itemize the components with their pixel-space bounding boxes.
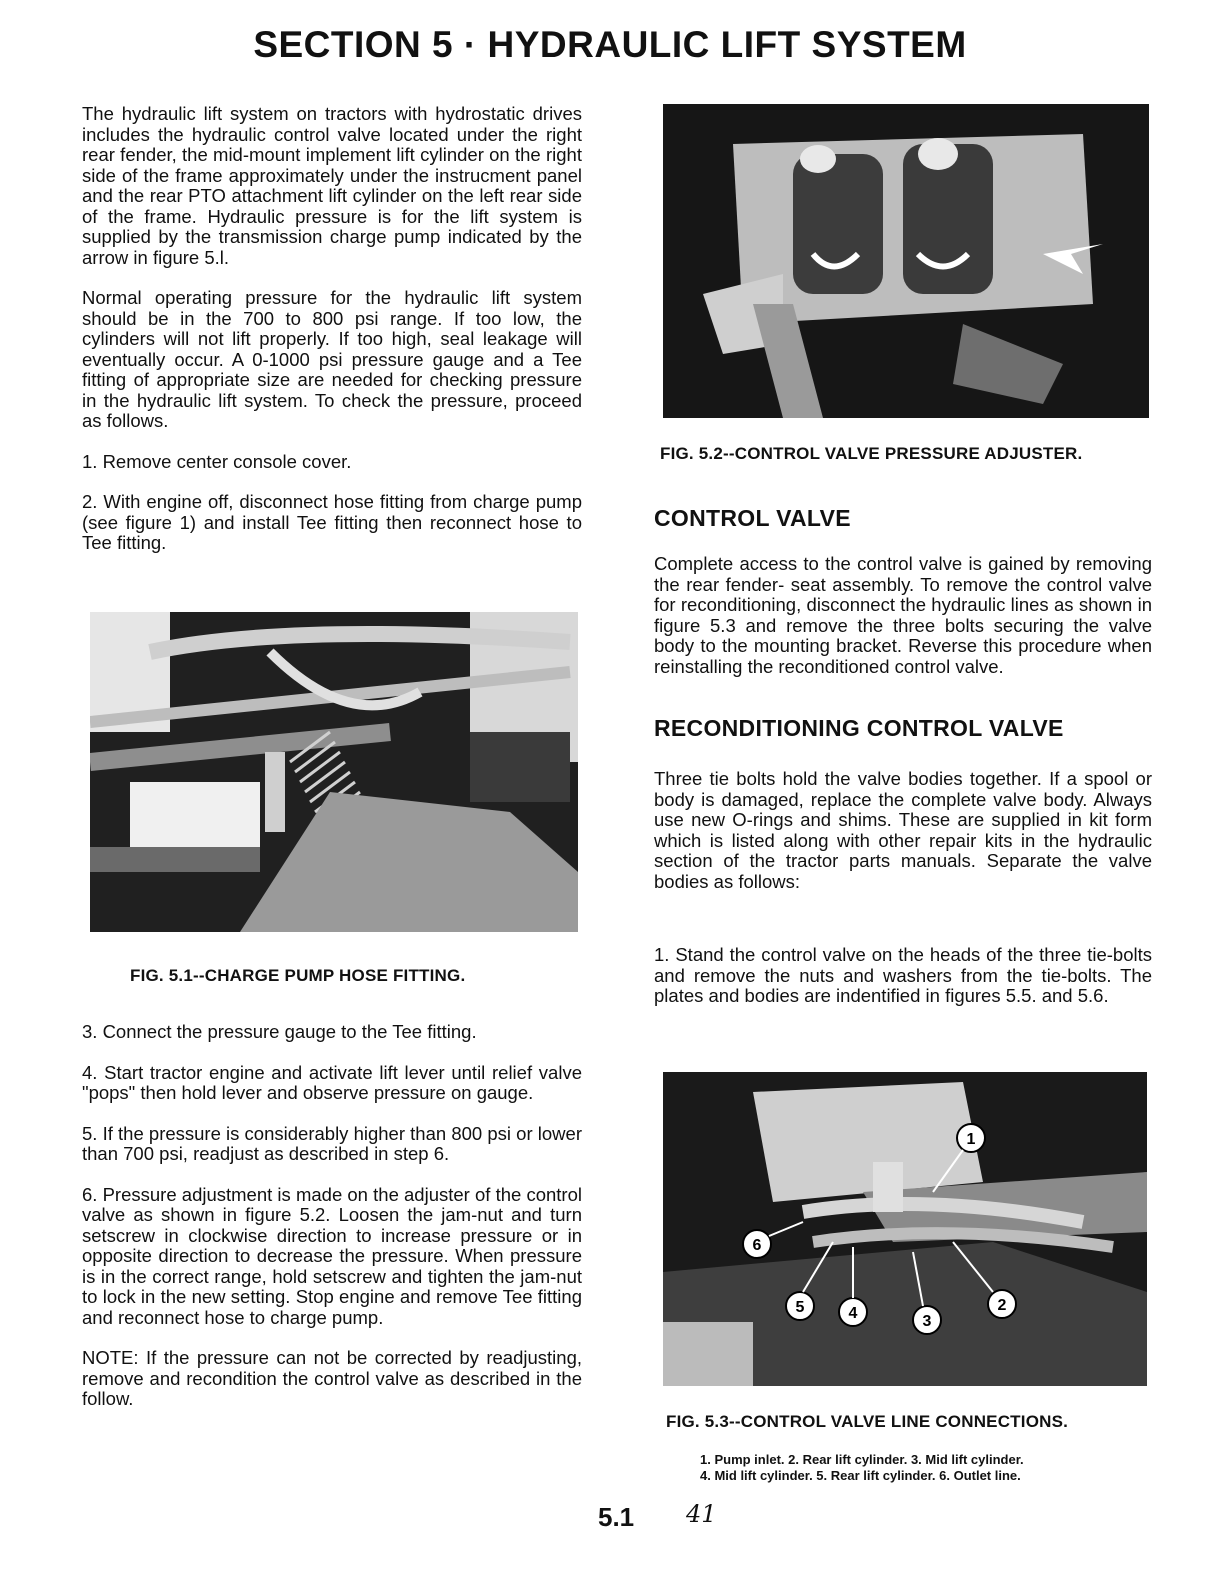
step-5: 5. If the pressure is considerably higher than 800 psi or lower than 700 psi, readjust as described in step 6. xyxy=(82,1122,582,1164)
page-title: SECTION 5 · HYDRAULIC LIFT SYSTEM xyxy=(253,24,967,65)
figure-5-3-legend xyxy=(700,1452,1150,1484)
pressure-paragraph: Normal operating pressure for the hydraulic lift system should be in the 700 to 800 psi range. If too low, the cylinders will not lift properly. If too high, seal leakage will eventually occur. A 0-1000 psi pressure gauge and a Tee fitting of appropriate size are needed for checking pressure in the hydraulic lift system. To check the pressure, proceed as follows. xyxy=(82,287,582,431)
intro-paragraph: The hydraulic lift system on tractors with hydrostatic drives includes the hydraulic control valve located under the right rear fender, the mid-mount implement lift cylinder on the right side of the frame approximately under the instrucment panel and the rear PTO attachment lift cylinder on the left rear side of the frame. Hydraulic pressure is for the lift system is supplied by the transmission charge pump indicated by the arrow in figure 5.l. xyxy=(82,103,582,268)
control-valve-paragraph: Complete access to the control valve is gained by removing the rear fender- seat assembly. To remove the control valve for reconditioning, disconnect the hydraulic lines as shown in figure 5.3 and remove the three bolts securing the valve body to the mounting bracket. Reverse this procedure when reinstalling the reconditioned control valve. xyxy=(654,553,1152,677)
step-6: 6. Pressure adjustment is made on the adjuster of the control valve as shown in figure 5.2. Loosen the jam-nut and turn setscrew in clockwise direction to increase pressure or in opposite direction to decrease the pressure. When pressure is in the correct range, hold setscrew and tighten the jam-nut to lock in the new setting. Stop engine and remove Tee fitting and reconnect hose to charge pump. xyxy=(82,1183,582,1328)
left-column-lower xyxy=(82,1022,582,1430)
reconditioning-heading: RECONDITIONING CONTROL VALVE xyxy=(654,715,1064,741)
figure-5-3-caption: FIG. 5.3--CONTROL VALVE LINE CONNECTIONS. xyxy=(666,1412,1069,1431)
handwritten-page-number: 41 xyxy=(686,1500,717,1528)
callout-3: 3 xyxy=(922,1313,932,1330)
callout-1: 1 xyxy=(966,1131,976,1148)
callout-2: 2 xyxy=(997,1297,1007,1314)
callout-4: 4 xyxy=(848,1305,858,1322)
step-4: 4. Start tractor engine and activate lift lever until relief valve "pops" then hold lever and observe pressure on gauge. xyxy=(82,1061,582,1103)
step-1: 1. Remove center console cover. xyxy=(82,450,352,472)
reconditioning-paragraph: Three tie bolts hold the valve bodies together. If a spool or body is damaged, replace the complete valve body. Always use new O-rings and shims. These are supplied in kit form which is listed along with other repair kits in the hydraulic section of the tractor parts manuals. Separate the valve bodies as follows: xyxy=(654,768,1152,892)
step-3: 3. Connect the pressure gauge to the Tee fitting. xyxy=(82,1021,477,1042)
note-paragraph: NOTE: If the pressure can not be corrected by readjusting, remove and recondition the control valve as described in the follow. xyxy=(82,1347,582,1409)
figure-5-2-photo xyxy=(663,104,1149,418)
page-number: 5.1 xyxy=(598,1502,635,1532)
reconditioning-step-1: 1. Stand the control valve on the heads of the three tie-bolts and remove the nuts and washers from the tie-bolts. The plates and bodies are indentified in figures 5.5. and 5.6. xyxy=(654,944,1152,1006)
control-valve-heading: CONTROL VALVE xyxy=(654,505,851,531)
legend-line-1: 1. Pump inlet. 2. Rear lift cylinder. 3. Mid lift cylinder. xyxy=(700,1452,1024,1467)
figure-5-3-photo xyxy=(663,1072,1147,1386)
left-column xyxy=(82,104,582,574)
figure-5-2-caption: FIG. 5.2--CONTROL VALVE PRESSURE ADJUSTER. xyxy=(660,444,1083,463)
figure-5-1-photo xyxy=(90,612,578,932)
figure-5-1-caption: FIG. 5.1--CHARGE PUMP HOSE FITTING. xyxy=(130,966,466,985)
legend-line-2: 4. Mid lift cylinder. 5. Rear lift cylinder. 6. Outlet line. xyxy=(700,1468,1021,1483)
callout-5: 5 xyxy=(795,1299,805,1316)
callout-6: 6 xyxy=(752,1237,762,1254)
step-2: 2. With engine off, disconnect hose fitting from charge pump (see figure 1) and install Tee fitting then reconnect hose to Tee fitting. xyxy=(82,491,582,553)
